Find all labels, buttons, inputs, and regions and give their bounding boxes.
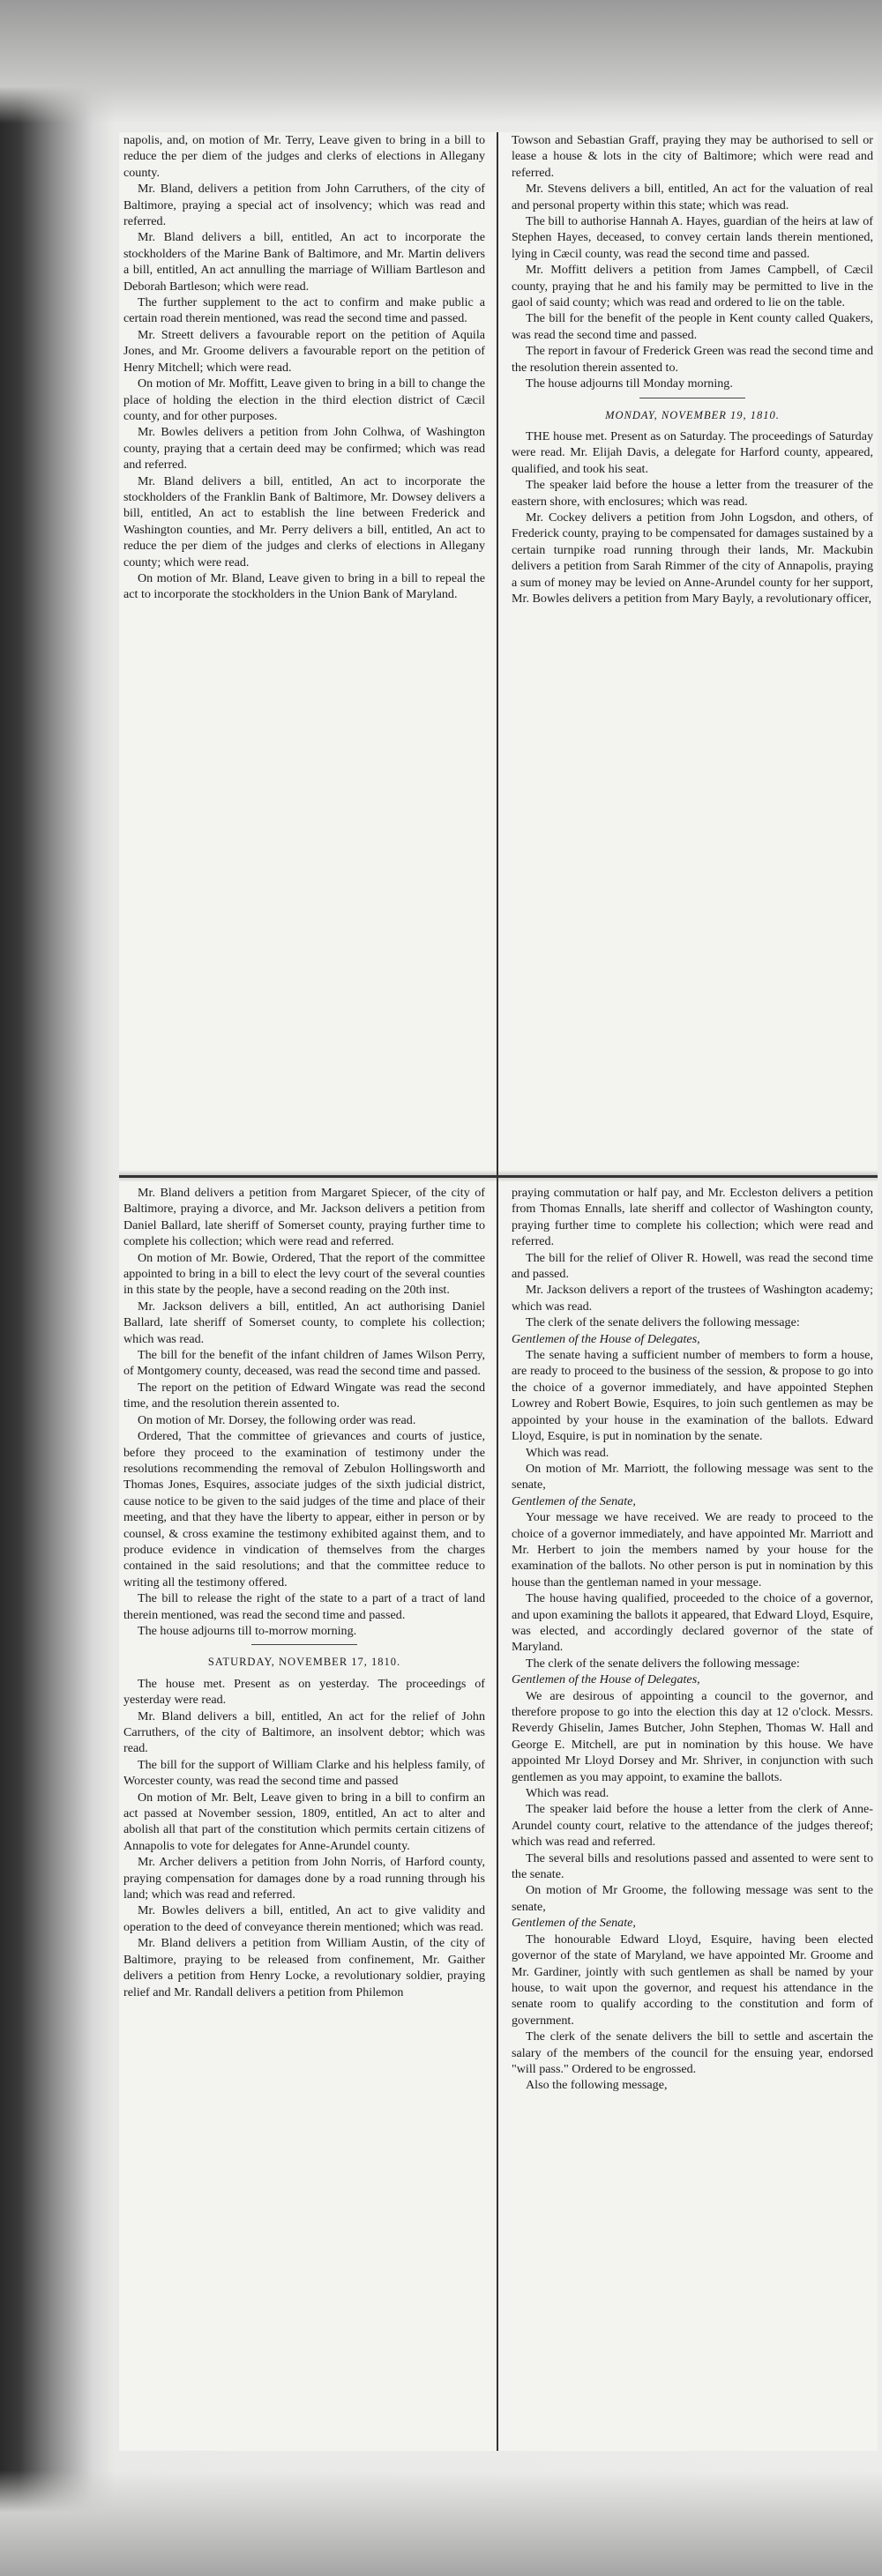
paragraph: The bill for the support of William Clarke and his helpless family, of Worcester county, was read the second time and passed — [123, 1757, 485, 1789]
paragraph: THE house met. Present as on Saturday. The proceedings of Saturday were read. Mr. Elijah Davis, a delegate for Harford county, appeared, qualified, and took his seat. — [512, 428, 873, 476]
paragraph: The house having qualified, proceeded to the choice of a governor, and upon examining the ballots it appeared, that Edward Lloyd, Esquire, was elected, and accordingly declared governor of the state of Maryland. — [512, 1591, 873, 1655]
column-divider — [497, 132, 498, 2451]
paragraph: We are desirous of appointing a council to the governor, and therefore propose to go into the election this day at 12 o'clock. Messrs. Reverdy Ghiselin, James Butcher, John Stephen, Thomas W. Hall and George E. Mitchell, are put in nomination by this house. We have appointed Mr Lloyd Dorsey and Mr. Shriver, in conjunction with such gentlemen as you may appoint, to examine the ballots. — [512, 1688, 873, 1784]
paragraph: Ordered, That the committee of grievances and courts of justice, before they proceed to the examination of testimony under the resolutions recommending the removal of Zebulon Hollingsworth and Thomas Jones, Esquires, associate judges of the sixth judicial district, cause notice to be given to the said judges of the time and place of their meeting, and that they have the liberty to appear, either in person or by counsel, & cross examine the testimony exhibited against them, and to produce evidence in vindication of themselves from the charges contained in the said resolutions; and that the committee reduce to writing all the testimony offered. — [123, 1429, 485, 1590]
paragraph: Your message we have received. We are ready to proceed to the choice of a governor immediately, and have appointed Mr. Marriott and Mr. Herbert to join the members named by your house for the examination of the ballots. No other person is put in nomination by this house than the gentleman named in your message. — [512, 1510, 873, 1590]
paragraph: On motion of Mr. Dorsey, the following order was read. — [138, 1412, 416, 1427]
paragraph: The clerk of the senate delivers the following message: — [526, 1315, 800, 1330]
date-heading: MONDAY, NOVEMBER 19, 1810. — [605, 408, 780, 421]
paragraph: napolis, and, on motion of Mr. Terry, Leave given to bring in a bill to reduce the per diem of the judges and clerks of elections in Allegany county. — [123, 133, 485, 180]
paragraph: The bill to authorise Hannah A. Hayes, guardian of the heirs at law of Stephen Hayes, deceased, to convey certain lands therein mentioned, lying in Cæcil county, was read the second time and passed. — [512, 214, 873, 261]
paragraph: Mr. Bland delivers a petition from Margaret Spiecer, of the city of Baltimore, praying a divorce, and Mr. Jackson delivers a petition from Daniel Ballard, late sheriff of Somerset county, praying further time to complete his collection; which were read and referred. — [123, 1186, 485, 1249]
paragraph: Mr. Bland delivers a bill, entitled, An act for the relief of John Carruthers, of the city of Baltimore, an insolvent debtor; which was read. — [123, 1709, 485, 1756]
paragraph: On motion of Mr. Moffitt, Leave given to bring in a bill to change the place of holding the election in the third election district of Cæcil county, and for other purposes. — [123, 376, 485, 423]
paragraph: Mr. Jackson delivers a report of the trustees of Washington academy; which was read. — [512, 1283, 873, 1314]
paragraph: Mr. Bland delivers a bill, entitled, An act to incorporate the stockholders of the Franklin Bank of Baltimore, Mr. Dowsey delivers a bill, entitled, An act to establish the line between Frederick and Washington counties, and Mr. Perry delivers a bill, entitled, An act to reduce the per diem of the judges and clerks of elections in Allegany county; which were read. — [123, 473, 485, 570]
paragraph: Towson and Sebastian Graff, praying they may be authorised to sell or lease a house & lots in the city of Baltimore; which were read and referred. — [512, 133, 873, 180]
date-heading: SATURDAY, NOVEMBER 17, 1810. — [207, 1656, 401, 1669]
paragraph: The report on the petition of Edward Wingate was read the second time, and the resolution therein assented to. — [123, 1380, 485, 1411]
paragraph: Mr. Jackson delivers a bill, entitled, An act authorising Daniel Ballard, late sheriff of Somerset county, to complete his collection; which was read. — [123, 1299, 485, 1346]
paragraph: Also the following message, — [526, 2078, 668, 2093]
paragraph: The speaker laid before the house a letter from the clerk of Anne-Arundel county court, relative to the attendance of the judges thereof; which was read and referred. — [512, 1802, 873, 1850]
paragraph: The bill for the benefit of the infant children of James Wilson Perry, of Montgomery county, deceased, was read the second time and passed. — [123, 1348, 485, 1379]
left-bottom-section — [123, 1173, 485, 2446]
paragraph: The clerk of the senate delivers the following message: — [526, 1656, 800, 1671]
paragraph: Mr. Moffitt delivers a petition from James Campbell, of Cæcil county, praying that he and his family may be permitted to live in the gaol of said county; which was read and ordered to lie on the table. — [512, 263, 873, 310]
paragraph: The report in favour of Frederick Green was read the second time and the resolution therein assented to. — [512, 344, 873, 375]
paragraph: The bill for the relief of Oliver R. Howell, was read the second time and passed. — [512, 1250, 873, 1282]
message-heading: Gentlemen of the House of Delegates, — [512, 1672, 700, 1687]
fold-divider — [119, 1175, 878, 1178]
paragraph: Mr. Archer delivers a petition from John Norris, of Harford county, praying compensation for damages done by a road running through his land; which was read and referred. — [123, 1855, 485, 1902]
message-heading: Gentlemen of the House of Delegates, — [512, 1331, 700, 1346]
paragraph: The several bills and resolutions passed and assented to were sent to the senate. — [512, 1850, 873, 1882]
paragraph: On motion of Mr. Bland, Leave given to bring in a bill to repeal the act to incorporate the stockholders in the Union Bank of Maryland. — [123, 570, 485, 602]
paragraph: Mr. Bowles delivers a bill, entitled, An act to give validity and operation to the deed of conveyance therein mentioned; which was read. — [123, 1903, 485, 1934]
paragraph: Mr. Bowles delivers a petition from John Colhwa, of Washington county, praying that a certain deed may be confirmed; which was read and referred. — [123, 425, 485, 473]
section-rule — [251, 1644, 357, 1645]
paragraph: The honourable Edward Lloyd, Esquire, having been elected governor of the state of Maryland, we have appointed Mr. Groome and Mr. Gardiner, jointly with such gentlemen as shall be named by your house, to wait upon the governor, and request his attendance in the senate room to qualify according to the constitution and form of government. — [512, 1932, 873, 2028]
paragraph: Mr. Bland, delivers a petition from John Carruthers, of the city of Baltimore, praying a special act of insolvency; which was read and referred. — [123, 182, 485, 229]
right-top-section — [512, 132, 873, 1173]
paragraph: Mr. Cockey delivers a petition from John Logsdon, and others, of Frederick county, praying to be compensated for damages sustained by a certain turnpike road running through their lands, Mr. Mackubin delivers a petition from Sarah Rimmer of the city of Annapolis, praying a sum of money may be levied on Anne-Arundel county for her support, Mr. Bowles delivers a petition from Mary Bayly, a revolutionary officer, — [512, 510, 873, 606]
paragraph: Mr. Stevens delivers a bill, entitled, An act for the valuation of real and personal property within this state; which was read. — [512, 182, 873, 212]
message-heading: Gentlemen of the Senate, — [512, 1916, 636, 1931]
paragraph: Which was read. — [526, 1786, 609, 1801]
paragraph: On motion of Mr. Bowie, Ordered, That the report of the committee appointed to bring in a bill to elect the levy court of the several counties in this state by the people, have a second reading on the 20th inst. — [123, 1250, 485, 1298]
paragraph: The speaker laid before the house a letter from the treasurer of the eastern shore, with enclosures; which was read. — [512, 478, 873, 509]
paragraph: On motion of Mr. Belt, Leave given to bring in a bill to confirm an act passed at November session, 1809, entitled, An act to alter and abolish all that part of the constitution which permits certain citizens of Annapolis to vote for delegates for Anne-Arundel county. — [123, 1790, 485, 1853]
message-heading: Gentlemen of the Senate, — [512, 1493, 636, 1508]
paragraph: The clerk of the senate delivers the bill to settle and ascertain the salary of the members of the council for the ensuing year, endorsed "will pass." Ordered to be engrossed. — [512, 2029, 873, 2076]
scan-top-edge — [0, 0, 882, 123]
paragraph: Mr. Bland delivers a bill, entitled, An act to incorporate the stockholders of the Marine Bank of Baltimore, and Mr. Martin delivers a bill, entitled, An act annulling the marriage of William Bartleson and Deborah Bartleson; which were read. — [123, 230, 485, 294]
paragraph: On motion of Mr Groome, the following message was sent to the senate, — [512, 1883, 873, 1914]
paragraph: praying commutation or half pay, and Mr. Eccleston delivers a petition from Thomas Ennalls, late sheriff and collector of Washington county, praying further time to complete his collection; which were read and referred. — [512, 1186, 873, 1249]
paragraph: The further supplement to the act to confirm and make public a certain road therein mentioned, was read the second time and passed. — [123, 295, 485, 326]
scan-bottom-edge — [0, 2470, 882, 2576]
paragraph: The senate having a sufficient number of members to form a house, are ready to proceed to the business of the session, & propose to go into the choice of a governor immediately, and have appointed Stephen Lowrey and Robert Bowie, Esquires, to join such gentlemen as may be appointed by your house in the examination of the ballots. Edward Lloyd, Esquire, is put in nomination by the senate. — [512, 1348, 873, 1444]
right-column — [512, 132, 873, 2451]
paragraph: The house adjourns till to-morrow morning. — [138, 1623, 357, 1638]
paragraph: On motion of Mr. Marriott, the following message was sent to the senate, — [512, 1461, 873, 1493]
left-column — [123, 132, 485, 2451]
paragraph: The bill to release the right of the state to a part of a tract of land therein mentioned, was read the second time and passed. — [123, 1591, 485, 1622]
left-top-section — [123, 132, 485, 1173]
paragraph: Mr. Streett delivers a favourable report on the petition of Aquila Jones, and Mr. Groome delivers a favourable report on the petition of Henry Mitchell; which were read. — [123, 327, 485, 375]
right-bottom-section — [512, 1173, 873, 2446]
paragraph: The bill for the benefit of the people in Kent county called Quakers, was read the second time and passed. — [512, 311, 873, 342]
newspaper-page — [119, 132, 878, 2451]
paragraph: Mr. Bland delivers a petition from William Austin, of the city of Baltimore, praying to be released from confinement, Mr. Gaither delivers a petition from Henry Locke, a revolutionary soldier, praying relief and Mr. Randall delivers a petition from Philemon — [123, 1936, 485, 1999]
paragraph: The house met. Present as on yesterday. The proceedings of yesterday were read. — [123, 1676, 485, 1708]
paragraph: Which was read. — [526, 1445, 609, 1460]
paragraph: The house adjourns till Monday morning. — [526, 376, 733, 391]
